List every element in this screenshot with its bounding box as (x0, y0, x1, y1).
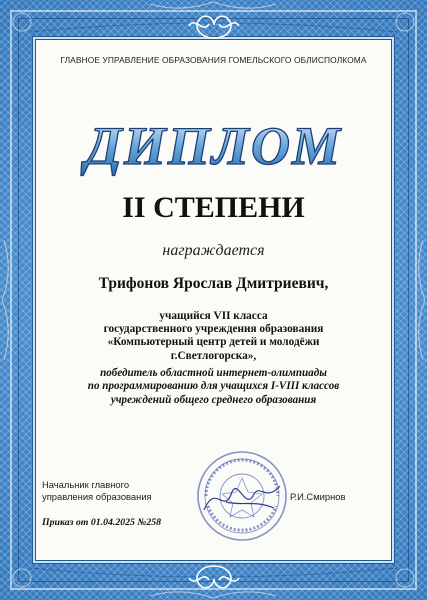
affiliation-line: г.Светлогорска», (170, 349, 257, 362)
signatory-title-line: Начальник главного (42, 479, 130, 490)
degree-title: II СТЕПЕНИ (122, 191, 305, 224)
signatory-name: Р.И.Смирнов (290, 491, 346, 502)
recipient-affiliation (36, 310, 391, 363)
signature-mark (196, 472, 286, 522)
order-reference: Приказ от 01.04.2025 №258 (42, 517, 162, 528)
signatory-title-line: управления образования (42, 491, 152, 502)
signatory-title (42, 479, 182, 503)
diploma-title-text: ДИПЛОМ (85, 116, 342, 176)
affiliation-line: учащийся VII класса (159, 310, 268, 322)
achievement-description (36, 367, 391, 407)
achievement-line: учреждений общего среднего образования (110, 393, 317, 406)
organization-name: ГЛАВНОЕ УПРАВЛЕНИЕ ОБРАЗОВАНИЯ ГОМЕЛЬСКОГО ОБЛИСПОЛКОМА (60, 55, 367, 65)
paper-panel (36, 40, 391, 560)
affiliation-line: «Компьютерный центр детей и молодёжи (107, 336, 320, 349)
ornament-icon (181, 562, 247, 596)
awarded-label: награждается (162, 242, 265, 259)
ornament-icon (181, 8, 247, 42)
diploma-title (36, 110, 391, 180)
achievement-line: по программированию для учащихся I-VIII классов (87, 380, 340, 393)
recipient-name: Трифонов Ярослав Дмитриевич, (98, 275, 329, 292)
achievement-line: победитель областной интернет-олимпиады (100, 367, 327, 379)
affiliation-line: государственного учреждения образования (103, 323, 324, 336)
